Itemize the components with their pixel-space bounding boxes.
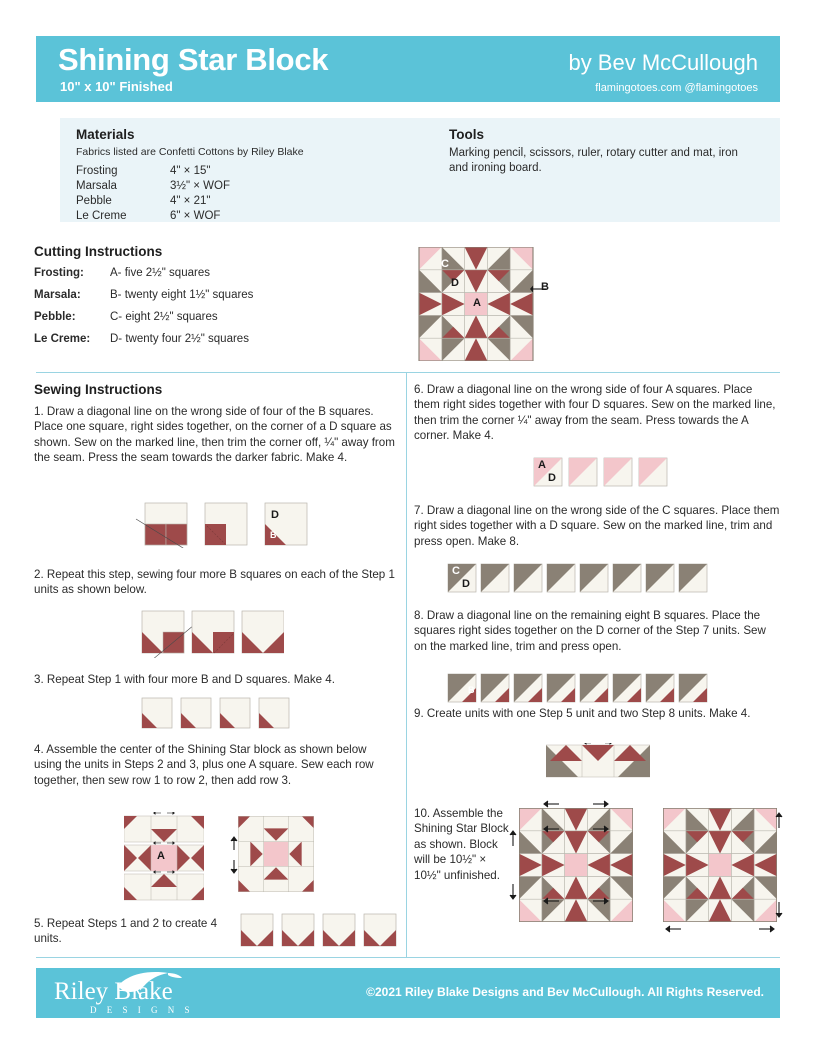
step-3-diagram	[140, 697, 296, 729]
author-name: by Bev McCullough	[568, 50, 758, 75]
page-footer	[36, 968, 780, 1018]
block-label-c: C	[441, 258, 449, 270]
tools-heading: Tools	[449, 127, 484, 142]
divider-bottom	[36, 957, 780, 958]
step-4-assembled-diagram	[238, 816, 314, 892]
block-label-b-arrow	[530, 283, 552, 295]
material-value: 6" × WOF	[170, 210, 221, 222]
step-8-diagram	[447, 673, 715, 703]
cutting-desc: C- eight 2½" squares	[110, 311, 218, 323]
divider-column	[406, 372, 407, 958]
materials-heading: Materials	[76, 127, 135, 142]
material-name: Frosting	[76, 165, 118, 177]
divider-top	[36, 372, 780, 373]
material-value: 4" × 21"	[170, 195, 211, 207]
cutting-desc: A- five 2½" squares	[110, 267, 210, 279]
step-6-diagram	[533, 457, 675, 487]
cutting-heading: Cutting Instructions	[34, 244, 163, 259]
step-10-right-arrows-horiz	[663, 924, 777, 934]
step-5-text: 5. Repeat Steps 1 and 2 to create 4 units.	[34, 917, 218, 946]
step-4-height-arrows	[228, 836, 240, 874]
step-10-left-arrows	[519, 799, 633, 809]
step-6-label-a: A	[538, 459, 546, 471]
brand-subtitle: D E S I G N S	[90, 1005, 194, 1015]
material-name: Marsala	[76, 180, 117, 192]
step-6-label-d: D	[548, 472, 556, 484]
tools-text: Marking pencil, scissors, ruler, rotary cutter and mat, iron and ironing board.	[449, 147, 738, 174]
riley-blake-logo	[54, 972, 224, 1016]
step-10-left-arrows-vert	[508, 830, 519, 900]
brand-name: Riley Blake	[54, 978, 173, 1005]
step-10-right-arrows-vert	[774, 812, 785, 918]
material-name: Le Creme	[76, 210, 127, 222]
step-9-text: 9. Create units with one Step 5 unit and two Step 8 units. Make 4.	[414, 707, 751, 720]
author-social: flamingotoes.com @flamingotoes	[595, 82, 758, 94]
step-4-rows-diagram	[124, 812, 204, 904]
step-4-label-a: A	[157, 850, 165, 862]
material-value: 3½" × WOF	[170, 180, 230, 192]
step-8-label-b: B	[468, 685, 475, 695]
step-1-label-b: B	[270, 530, 277, 540]
step-10-left-arrows-mid	[519, 824, 633, 834]
materials-note: Fabrics listed are Confetti Cottons by Riley Blake	[76, 146, 304, 158]
materials-tools-panel	[60, 118, 780, 222]
step-7-diagram	[447, 563, 715, 593]
step-7-text: 7. Draw a diagonal line on the wrong side of the C squares. Place them right sides together with a D square. Sew on the marked line, trim and press open. Make 8.	[414, 504, 780, 548]
cutting-fabric: Frosting:	[34, 267, 84, 279]
page-title: Shining Star Block	[58, 42, 329, 77]
page-header	[36, 36, 780, 102]
page-subtitle: 10" x 10" Finished	[60, 79, 173, 94]
step-1-diagram	[132, 500, 308, 548]
step-5-diagram	[240, 913, 398, 947]
block-label-d: D	[451, 277, 459, 289]
step-7-label-d: D	[462, 578, 470, 590]
block-label-a: A	[473, 297, 481, 309]
cutting-fabric: Marsala:	[34, 289, 81, 301]
step-3-text: 3. Repeat Step 1 with four more B and D squares. Make 4.	[34, 673, 335, 686]
step-9-diagram	[546, 743, 650, 779]
step-2-diagram	[140, 608, 284, 658]
step-7-label-c: C	[452, 565, 460, 577]
material-name: Pebble	[76, 195, 112, 207]
shining-star-block-diagram	[414, 247, 538, 361]
step-8-text: 8. Draw a diagonal line on the remaining eight B squares. Place the squares right sides together on the D corner of the Step 7 units. Sew on the marked line, trim and press open.	[414, 609, 766, 653]
cutting-fabric: Le Creme:	[34, 333, 91, 345]
cutting-desc: D- twenty four 2½" squares	[110, 333, 249, 345]
step-10-text: 10. Assemble the Shining Star Block as shown. Block will be 10½" × 10½" unfinished.	[414, 807, 509, 882]
block-label-b: B	[541, 281, 549, 293]
step-1-label-d: D	[271, 509, 279, 521]
step-1-text: 1. Draw a diagonal line on the wrong side of four of the B squares. Place one square, right sides together, on the corner of a D square as shown. Sew on the marked line, then trim the corner off, ¼" away from the seam. Press the seam towards the darker fabric. Make 4.	[34, 405, 395, 465]
material-value: 4" × 15"	[170, 165, 211, 177]
cutting-fabric: Pebble:	[34, 311, 76, 323]
step-10-diagram-right	[663, 808, 777, 922]
cutting-desc: B- twenty eight 1½" squares	[110, 289, 254, 301]
step-10-left-arrows-bottom	[519, 896, 633, 906]
step-4-text: 4. Assemble the center of the Shining Star block as shown below using the units in Steps 2 and 3, plus one A square. Sew each row together, then sew row 1 to row 2, then add row 3.	[34, 743, 374, 787]
step-6-text: 6. Draw a diagonal line on the wrong side of four A squares. Place them right sides together with four D squares. Sew on the marked line, then trim the corner ¼" away from the seam. Press towards the A corner. Make 4.	[414, 383, 776, 443]
sewing-heading: Sewing Instructions	[34, 382, 163, 397]
step-2-text: 2. Repeat this step, sewing four more B squares on each of the Step 1 units as shown below.	[34, 568, 395, 597]
copyright-text: ©2021 Riley Blake Designs and Bev McCullough. All Rights Reserved.	[366, 985, 764, 999]
